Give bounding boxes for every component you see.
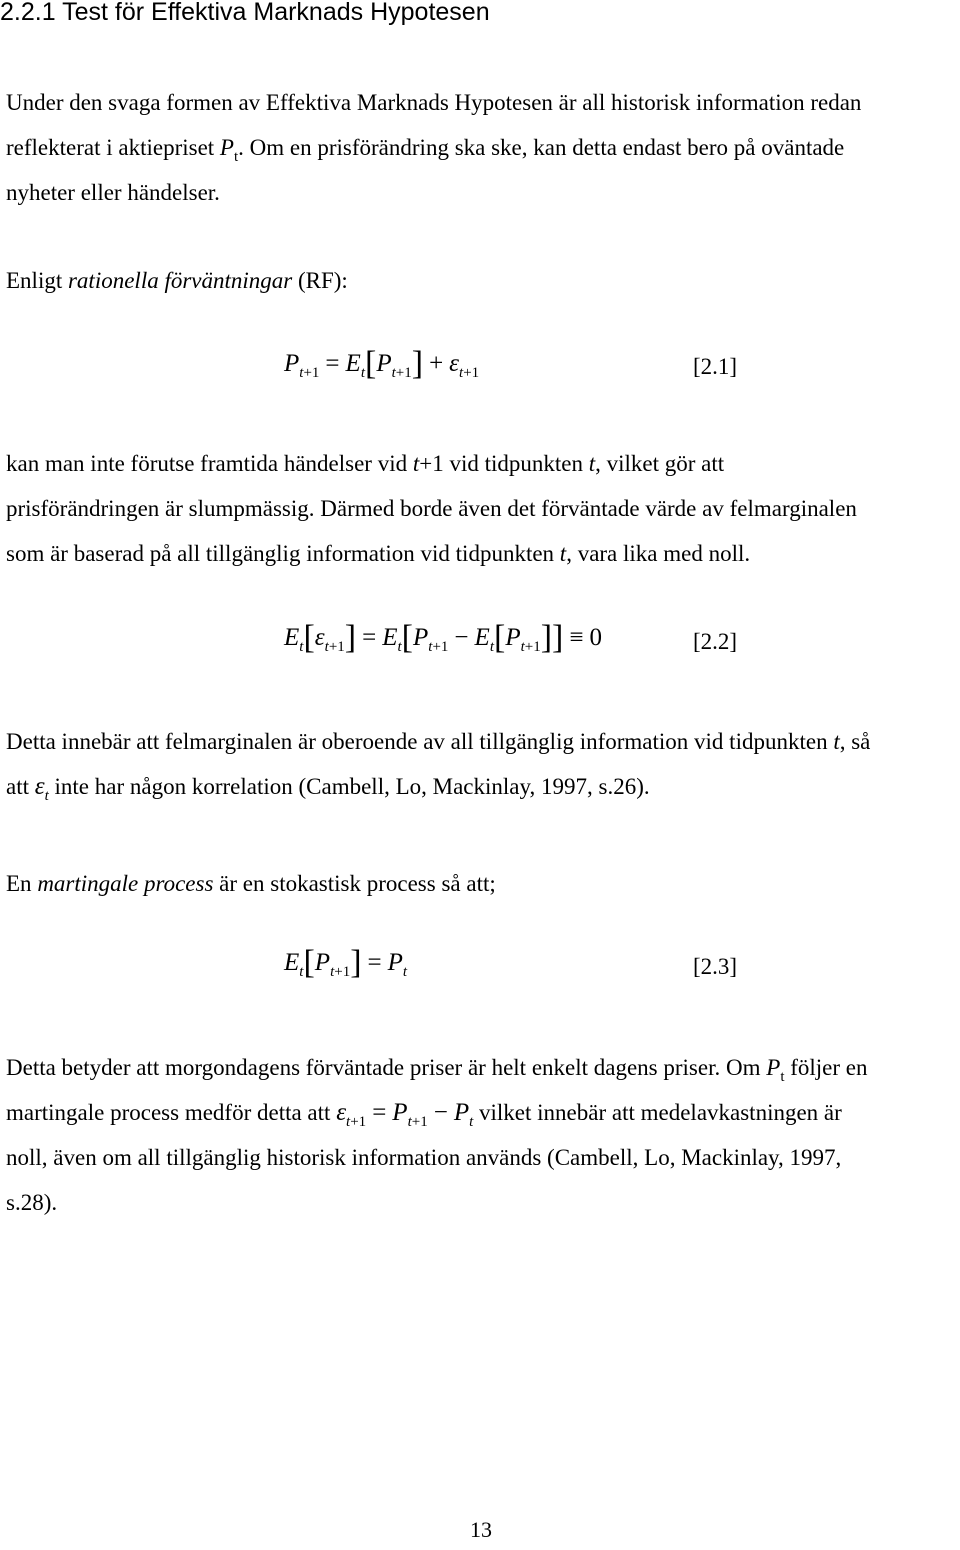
text-line: Enligt rationella förväntningar (RF): [6, 268, 348, 293]
text-line: prisförändringen är slumpmässig. Därmed borde även det förväntade värde av felmarginalen [6, 496, 857, 521]
equation-number: [2.2] [693, 629, 738, 654]
paragraph-unpredictable [6, 441, 956, 576]
equation-number: [2.1] [693, 354, 738, 379]
text-line: nyheter eller händelser. [6, 180, 220, 205]
paragraph-independence [6, 719, 956, 809]
text-line: s.28). [6, 1190, 58, 1215]
equation-number: [2.3] [693, 954, 738, 979]
paragraph-martingale-meaning [6, 1045, 956, 1225]
paragraph-rf-intro [6, 258, 956, 303]
paragraph-martingale-def [6, 861, 956, 906]
paragraph-intro [6, 80, 956, 215]
text-line: reflekterat i aktiepriset $P_t$. Om en prisförändring ska ske, kan detta endast bero på oväntade [6, 135, 845, 165]
text-line: Detta innebär att felmarginalen är oberoende av all tillgänglig information vid tidpunkten t, så [6, 729, 871, 754]
text-line: kan man inte förutse framtida händelser vid t+1 vid tidpunkten t, vilket gör att [6, 451, 725, 476]
text-line: martingale process medför detta att $\varepsilon_{t+1} = P_{t+1} - P_t$ vilket innebär att medelavkastningen är [6, 1099, 842, 1130]
equation-2-3: $E_t[P_{t+1}] = P_t$ [284, 944, 408, 981]
equation-2-2: $E_t[\varepsilon_{t+1}] = E_t[P_{t+1} - E_t[P_{t+1}]] \equiv 0$ [284, 619, 602, 656]
text-line: En martingale process är en stokastisk process så att; [6, 871, 496, 896]
text-line: som är baserad på all tillgänglig information vid tidpunkten t, vara lika med noll. [6, 541, 751, 566]
page-number: 13 [470, 1517, 492, 1542]
section-heading: 2.2.1 Test för Effektiva Marknads Hypotesen [0, 0, 490, 26]
equation-2-1: $P_{t+1} = E_t[P_{t+1}] + \varepsilon_{t+1}$ [284, 345, 480, 382]
text-line: noll, även om all tillgänglig historisk information används (Cambell, Lo, Mackinlay, 1997, [6, 1145, 842, 1170]
inline-math-return: $\varepsilon_{t+1} = P_{t+1} - P_t$ [336, 1099, 474, 1130]
inline-math-epsilon: $\varepsilon_t$ [34, 773, 49, 804]
text-line: att $\varepsilon_t$ inte har någon korrelation (Cambell, Lo, Mackinlay, 1997, s.26). [6, 773, 650, 804]
text-line: Under den svaga formen av Effektiva Marknads Hypotesen är all historisk information redan [6, 90, 862, 115]
text-line: Detta betyder att morgondagens förväntade priser är helt enkelt dagens priser. Om $P_t$ följer en [6, 1055, 868, 1085]
